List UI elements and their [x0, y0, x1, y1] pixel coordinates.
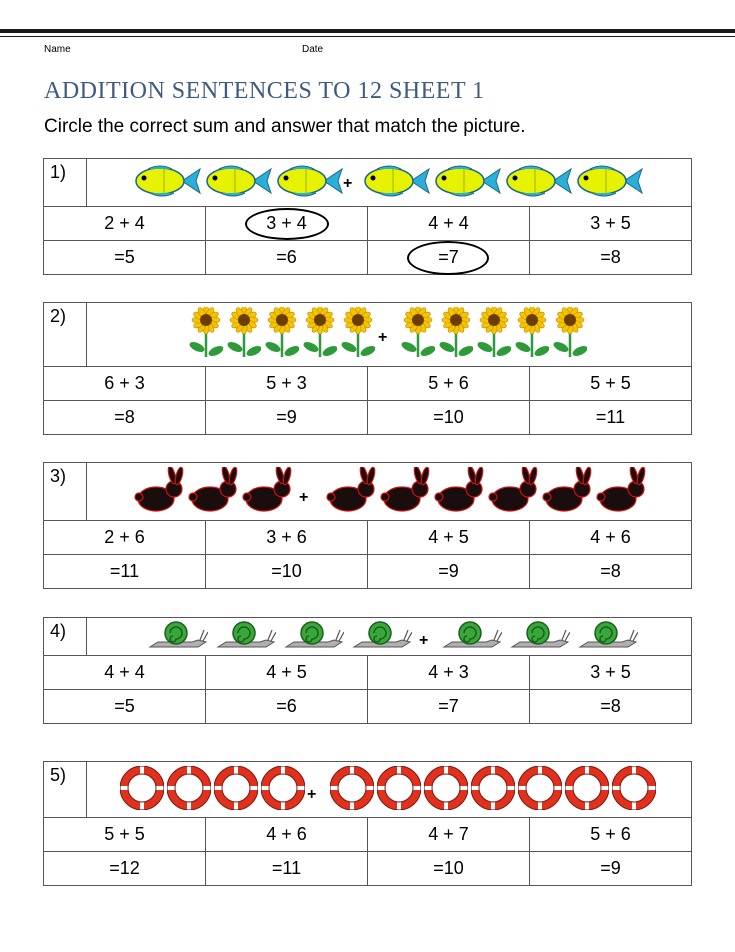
answer-option[interactable]: =10 [206, 555, 368, 589]
sunflower-icon [401, 307, 435, 359]
lifebuoy-icon [261, 766, 305, 810]
snail-icon [510, 620, 570, 650]
rabbit-icon [380, 467, 432, 513]
lifebuoy-icon [612, 766, 656, 810]
problem-4 [43, 617, 690, 724]
problem-table [43, 302, 692, 435]
sum-option[interactable]: 3 + 5 [530, 207, 692, 241]
sum-option[interactable]: 5 + 5 [44, 818, 206, 852]
snail-icon [148, 620, 208, 650]
lifebuoy-icon [424, 766, 468, 810]
answer-option[interactable]: =5 [44, 241, 206, 275]
lifebuoy-icon [330, 766, 374, 810]
fish-icon [576, 163, 644, 199]
sunflower-icon [189, 307, 223, 359]
rabbit-icon [542, 467, 594, 513]
sum-option[interactable]: 5 + 6 [368, 367, 530, 401]
rabbit-icon [434, 467, 486, 513]
snail-icon [284, 620, 344, 650]
snail-icon [216, 620, 276, 650]
lifebuoy-icon [214, 766, 258, 810]
fish-icon [134, 163, 202, 199]
picture-cell [87, 618, 692, 656]
answer-option[interactable]: =7 [368, 690, 530, 724]
answer-option[interactable]: =9 [206, 401, 368, 435]
rabbit-icon [596, 467, 648, 513]
sunflower-icon [515, 307, 549, 359]
rabbit-icon [242, 467, 294, 513]
sum-option[interactable]: 4 + 3 [368, 656, 530, 690]
answer-option[interactable]: =12 [44, 852, 206, 886]
lifebuoy-icon [565, 766, 609, 810]
top-rule [0, 29, 735, 33]
name-label: Name [44, 44, 71, 55]
sum-option[interactable]: 3 + 4 [206, 207, 368, 241]
problem-2 [43, 302, 690, 435]
fish-icon [434, 163, 502, 199]
plus-sign: + [343, 175, 353, 192]
snail-icon [442, 620, 502, 650]
sum-option[interactable]: 5 + 5 [530, 367, 692, 401]
sunflower-icon [341, 307, 375, 359]
lifebuoy-icon [120, 766, 164, 810]
circle-mark [245, 208, 329, 240]
fish-icon [363, 163, 431, 199]
answer-option[interactable]: =9 [368, 555, 530, 589]
answer-option[interactable]: =8 [44, 401, 206, 435]
sum-option[interactable]: 6 + 3 [44, 367, 206, 401]
fish-icon [276, 163, 344, 199]
sum-option[interactable]: 3 + 6 [206, 521, 368, 555]
answer-option[interactable]: =10 [368, 401, 530, 435]
problem-table [43, 617, 692, 724]
answer-option[interactable]: =5 [44, 690, 206, 724]
picture-cell [87, 762, 692, 818]
circle-mark [407, 241, 489, 275]
snail-icon [578, 620, 638, 650]
problem-number: 3) [44, 463, 87, 521]
snail-icon [352, 620, 412, 650]
sum-option[interactable]: 4 + 4 [368, 207, 530, 241]
sunflower-icon [553, 307, 587, 359]
plus-sign: + [419, 632, 429, 649]
rabbit-icon [326, 467, 378, 513]
answer-option[interactable]: =8 [530, 690, 692, 724]
lifebuoy-icon [167, 766, 211, 810]
problem-5 [43, 761, 690, 886]
lifebuoy-icon [377, 766, 421, 810]
sum-option[interactable]: 5 + 6 [530, 818, 692, 852]
answer-option[interactable]: =11 [530, 401, 692, 435]
picture-cell [87, 463, 692, 521]
date-label: Date [302, 44, 324, 55]
sum-option[interactable]: 4 + 5 [368, 521, 530, 555]
answer-option[interactable]: =7 [368, 241, 530, 275]
problem-number: 5) [44, 762, 87, 818]
problem-table [43, 158, 692, 275]
problem-1 [43, 158, 690, 275]
answer-option[interactable]: =9 [530, 852, 692, 886]
picture-cell [87, 303, 692, 367]
sum-option[interactable]: 2 + 6 [44, 521, 206, 555]
fish-icon [505, 163, 573, 199]
rabbit-icon [188, 467, 240, 513]
answer-option[interactable]: =8 [530, 241, 692, 275]
lifebuoy-icon [518, 766, 562, 810]
fish-icon [205, 163, 273, 199]
answer-option[interactable]: =10 [368, 852, 530, 886]
problem-number: 4) [44, 618, 87, 656]
sum-option[interactable]: 4 + 6 [206, 818, 368, 852]
plus-sign: + [307, 786, 317, 803]
answer-option[interactable]: =11 [206, 852, 368, 886]
answer-option[interactable]: =6 [206, 241, 368, 275]
sum-option[interactable]: 2 + 4 [44, 207, 206, 241]
sum-option[interactable]: 4 + 5 [206, 656, 368, 690]
sum-option[interactable]: 4 + 7 [368, 818, 530, 852]
problem-table [43, 462, 692, 589]
lifebuoy-icon [471, 766, 515, 810]
plus-sign: + [378, 329, 388, 346]
problem-table [43, 761, 692, 886]
sunflower-icon [227, 307, 261, 359]
sunflower-icon [477, 307, 511, 359]
picture-cell [87, 159, 692, 207]
problem-3 [43, 462, 690, 589]
sunflower-icon [303, 307, 337, 359]
plus-sign: + [299, 489, 309, 506]
sunflower-icon [439, 307, 473, 359]
sum-option[interactable]: 5 + 3 [206, 367, 368, 401]
sum-option[interactable]: 4 + 4 [44, 656, 206, 690]
problem-number: 2) [44, 303, 87, 367]
page-title: ADDITION SENTENCES TO 12 SHEET 1 [44, 78, 485, 104]
answer-option[interactable]: =6 [206, 690, 368, 724]
sum-option[interactable]: 4 + 6 [530, 521, 692, 555]
rabbit-icon [134, 467, 186, 513]
sum-option[interactable]: 3 + 5 [530, 656, 692, 690]
top-rule-thin [0, 36, 735, 37]
answer-option[interactable]: =8 [530, 555, 692, 589]
answer-option[interactable]: =11 [44, 555, 206, 589]
sunflower-icon [265, 307, 299, 359]
rabbit-icon [488, 467, 540, 513]
instructions: Circle the correct sum and answer that match the picture. [44, 116, 526, 137]
problem-number: 1) [44, 159, 87, 207]
